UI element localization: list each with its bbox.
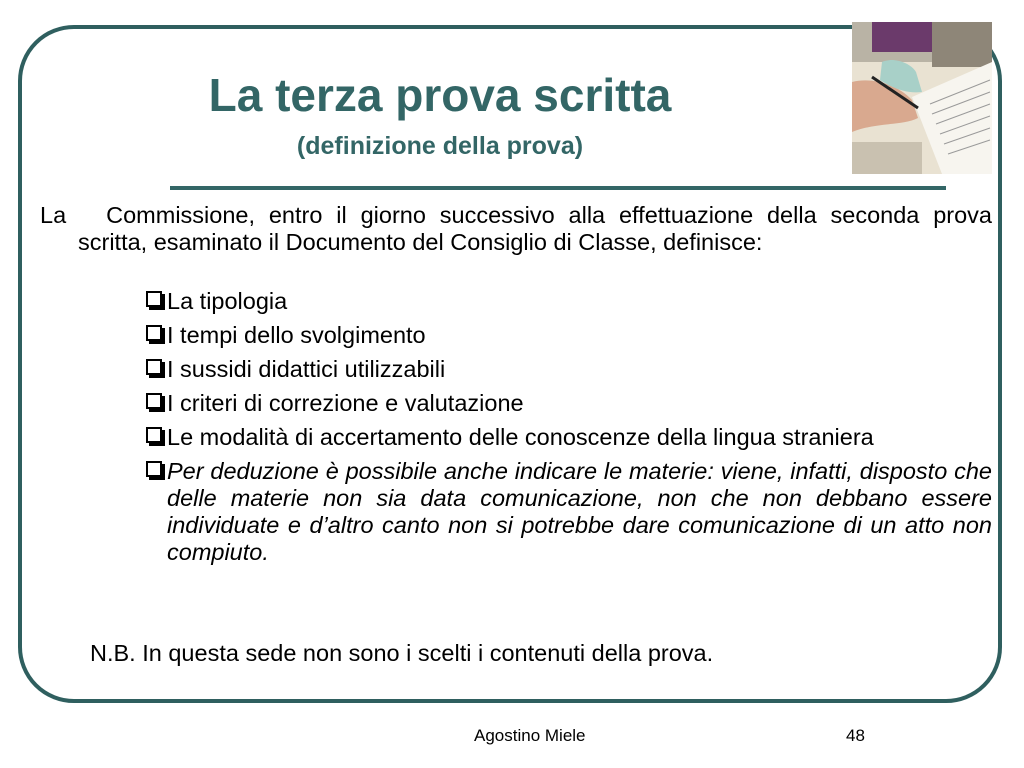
- list-item-text: Per deduzione è possibile anche indicare le materie: viene, infatti, disposto che delle materie non sia data comunicazione, non che non debbano essere individuate e d’altro canto non si potrebbe dare comunicazione di un atto non compiuto.: [167, 458, 992, 565]
- list-item-text: I criteri di correzione e valutazione: [167, 390, 524, 416]
- checkbox-bullet-icon: [146, 393, 162, 409]
- checkbox-bullet-icon: [146, 461, 162, 477]
- checkbox-bullet-icon: [146, 359, 162, 375]
- intro-paragraph: [40, 202, 992, 256]
- page-number: 48: [846, 726, 865, 745]
- title-underline: [170, 186, 946, 190]
- slide-title: La terza prova scritta: [208, 69, 672, 121]
- list-item-text: La tipologia: [167, 288, 288, 314]
- list-item-text: Le modalità di accertamento delle conoscenze della lingua straniera: [167, 424, 874, 450]
- footer-author: Agostino Miele: [474, 726, 586, 745]
- slide-subtitle: (definizione della prova): [296, 132, 584, 160]
- intro-lead: La: [40, 202, 67, 228]
- checkbox-bullet-icon: [146, 427, 162, 443]
- list-item: [146, 288, 992, 315]
- list-item: [146, 390, 992, 417]
- list-item: [146, 356, 992, 383]
- list-item-text: I tempi dello svolgimento: [167, 322, 426, 348]
- intro-body: Commissione, entro il giorno successivo alla effettuazione della seconda prova scritta, esaminato il Documento del Consiglio di Classe, definisce:: [78, 202, 992, 255]
- checkbox-bullet-icon: [146, 325, 162, 341]
- list-item: [146, 424, 992, 451]
- checkbox-bullet-icon: [146, 291, 162, 307]
- list-item-text: I sussidi didattici utilizzabili: [167, 356, 446, 382]
- list-item: [146, 458, 992, 566]
- criteria-list: [146, 288, 992, 573]
- list-item: [146, 322, 992, 349]
- note-text: N.B. In questa sede non sono i scelti i contenuti della prova.: [90, 640, 714, 666]
